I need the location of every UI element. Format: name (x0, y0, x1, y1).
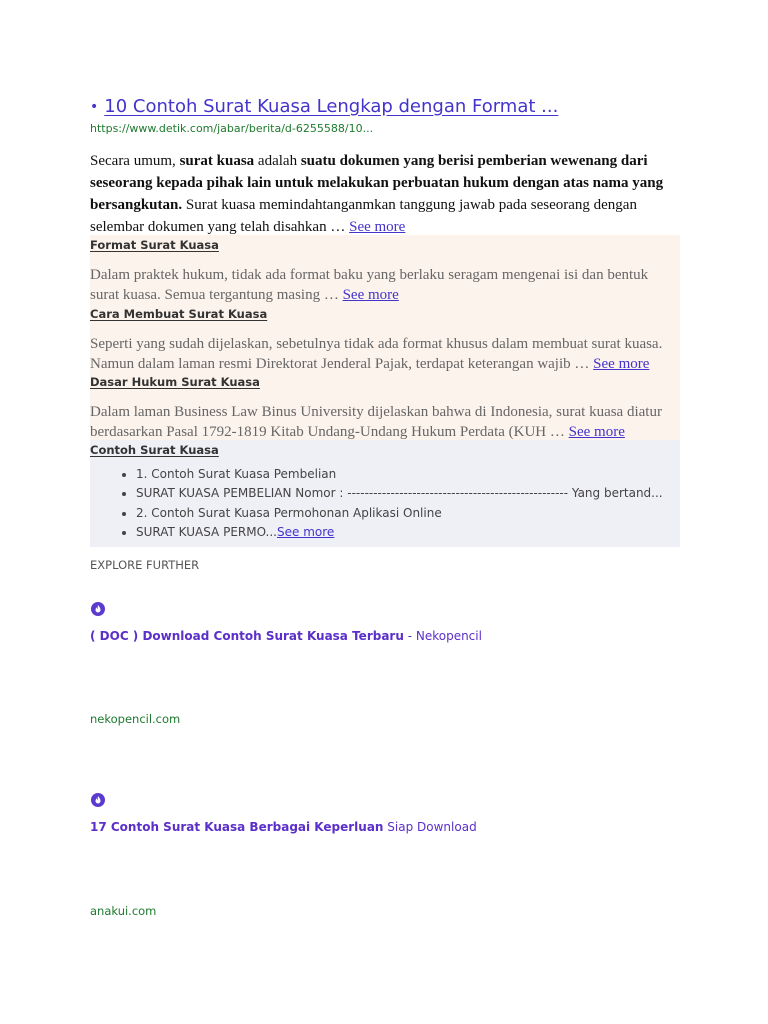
explore-link-source: - Nekopencil (403, 629, 482, 643)
section-dasar-hukum (90, 372, 680, 440)
explore-link-domain: anakui.com (90, 904, 157, 918)
list-item: • 2. Contoh Surat Kuasa Permohonan Aplikasi Online (136, 504, 680, 523)
section-body (90, 256, 680, 305)
result-title-row (90, 96, 558, 117)
list-item-text: SURAT KUASA PERMO... (136, 524, 277, 539)
section-body-text: Seperti yang sudah dijelaskan, sebetulnya tidak ada format khusus dalam membuat surat kuasa. Namun dalam laman resmi Direktorat Jenderal Pajak, terdapat keterangan wajib … (90, 336, 663, 372)
section-body (90, 393, 680, 442)
explore-link-title[interactable]: ( DOC ) Download Contoh Surat Kuasa Terbaru (90, 629, 404, 643)
fire-icon (91, 793, 105, 807)
section-heading[interactable]: Dasar Hukum Surat Kuasa (90, 375, 260, 389)
section-body-text: Dalam praktek hukum, tidak ada format baku yang berlaku seragam mengenai isi dan bentuk surat kuasa. Semua tergantung masing … (90, 267, 649, 303)
snippet-text: Surat kuasa memindahtanganmkan tanggung jawab pada seseorang dengan selembar dokumen yang telah disahkan … (90, 197, 637, 235)
section-body-text: Dalam laman Business Law Binus University dijelaskan bahwa di Indonesia, surat kuasa diatur berdasarkan Pasal 1792-1819 Kitab Undang-Undang Hukum Perdata (KUH … (90, 404, 662, 440)
section-heading[interactable]: Contoh Surat Kuasa (90, 440, 680, 461)
see-more-link[interactable]: See more (277, 524, 335, 539)
snippet-text: Secara umum, (90, 153, 180, 169)
list-item: • 1. Contoh Surat Kuasa Pembelian (136, 465, 680, 484)
explore-link-1[interactable] (90, 629, 482, 643)
section-contoh (90, 440, 680, 547)
result-title-link[interactable]: 10 Contoh Surat Kuasa Lengkap dengan Format ... (104, 96, 559, 117)
see-more-link[interactable]: See more (568, 424, 625, 440)
snippet-text: adalah (254, 153, 301, 169)
bullet-icon: • (90, 98, 99, 115)
section-body (90, 325, 680, 374)
fire-icon (91, 602, 105, 616)
explore-link-source: Siap Download (383, 820, 477, 834)
section-heading[interactable]: Cara Membuat Surat Kuasa (90, 307, 268, 321)
snippet-definition: suatu dokumen yang berisi pemberian wewenang dari seseorang kepada pihak lain untuk melakukan perbuatan hukum dengan atas nama yang bersangkutan. (90, 153, 664, 213)
see-more-link[interactable]: See more (342, 287, 399, 303)
explore-link-domain: nekopencil.com (90, 712, 181, 726)
section-cara-membuat (90, 304, 680, 372)
snippet-keyword: surat kuasa (179, 153, 255, 169)
see-more-link[interactable]: See more (349, 219, 406, 235)
see-more-link[interactable]: See more (593, 356, 650, 372)
explore-link-title[interactable]: 17 Contoh Surat Kuasa Berbagai Keperluan (90, 820, 384, 834)
explore-link-2[interactable] (90, 820, 477, 834)
section-heading[interactable]: Format Surat Kuasa (90, 238, 219, 252)
result-url: https://www.detik.com/jabar/berita/d-6255588/10... (90, 122, 374, 135)
list-item (136, 523, 680, 542)
contoh-list (90, 461, 680, 544)
explore-further-label: EXPLORE FURTHER (90, 558, 200, 572)
result-snippet (90, 150, 680, 238)
section-format (90, 235, 680, 304)
list-item: • SURAT KUASA PEMBELIAN Nomor : --------------------------------------------------- Yang bertand... (136, 484, 680, 503)
